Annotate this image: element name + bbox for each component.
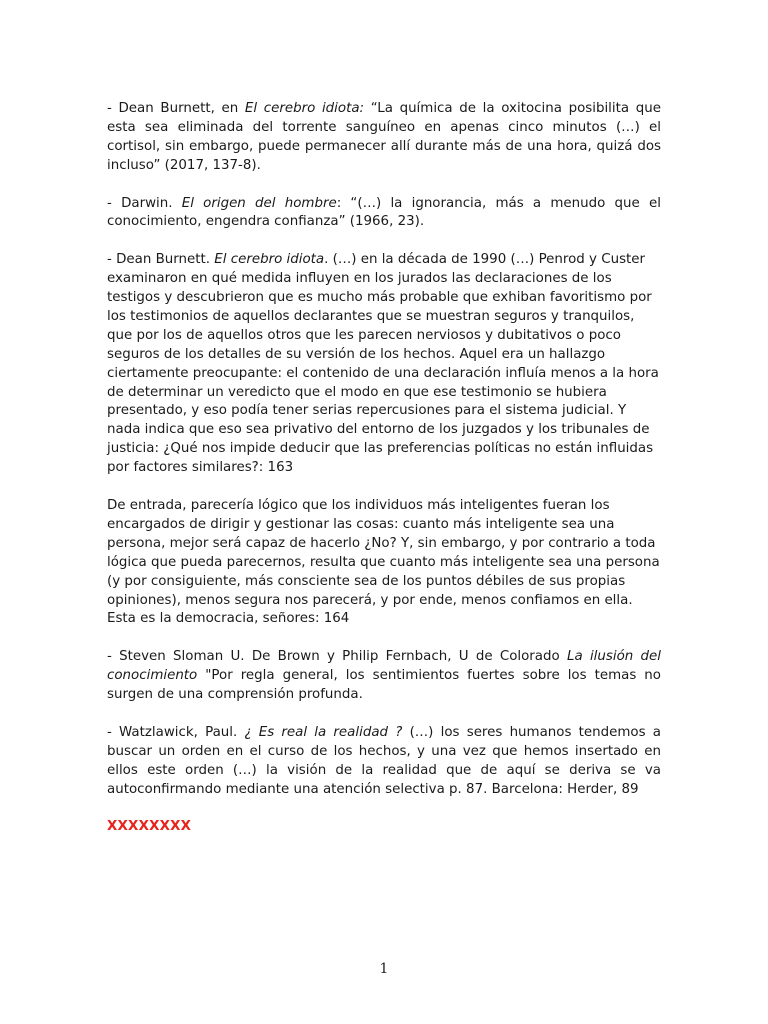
- text-run: - Darwin.: [107, 195, 182, 211]
- document-body: [107, 100, 661, 837]
- quote-paragraph: [107, 648, 661, 705]
- commentary-paragraph: [107, 497, 661, 629]
- text-run: - Dean Burnett, en: [107, 101, 245, 116]
- text-run: - Steven Sloman U. De Brown y Philip Fernbach, U de Colorado: [107, 649, 567, 665]
- text-run: : “(…) la ignorancia, más a menudo que el conocimiento, engendra confianza” (1966, 23).: [107, 195, 661, 230]
- placeholder-marker: XXXXXXXX: [107, 819, 192, 835]
- text-run: - Dean Burnett.: [107, 252, 215, 268]
- text-run: “La química de la oxitocina posibilita que esta sea eliminada del torrente sanguíneo en apenas cinco minutos (…) el cortisol, sin embargo, puede permanecer allí durante más de una hora, quizá dos incluso” (2017, 137-8).: [107, 101, 661, 173]
- work-title: ¿ Es real la realidad ?: [244, 724, 403, 740]
- quote-paragraph: [107, 100, 661, 176]
- quote-paragraph: [107, 251, 661, 478]
- quote-paragraph: [107, 724, 661, 800]
- quote-paragraph: [107, 195, 661, 233]
- work-title: El origen del hombre: [181, 195, 337, 211]
- text-run: "Por regla general, los sentimientos fuertes sobre los temas no surgen de una comprensión profunda.: [107, 668, 661, 703]
- text-run: De entrada, parecería lógico que los individuos más inteligentes fueran los encargados de dirigir y gestionar las cosas: cuanto más inteligente sea una persona, mejor será capaz de hacerlo ¿No? Y, sin embargo, y por contrario a toda lógica que pueda parecernos, resulta que cuanto más inteligente sea una persona (y por consiguiente, más consciente sea de los puntos débiles de sus propias opiniones), menos segura nos parecerá, y por ende, menos confiamos en ella. Esta es la democracia, señores: 164: [107, 497, 660, 627]
- work-title: La ilusión del conocimiento: [107, 649, 661, 684]
- work-title: El cerebro idiota: [214, 252, 325, 268]
- text-run: - Watzlawick, Paul.: [107, 724, 245, 740]
- text-run: . (…) en la década de 1990 (…) Penrod y Custer examinaron en qué medida influyen en los jurados las declaraciones de los testigos y descubrieron que es mucho más probable que exhiban favoritismo por los testimonios de aquellos declarantes que se muestran seguros y tranquilos, que por los de aquellos otros que les parecen nerviosos y dubitativos o poco seguros de los detalles de su versión de los hechos. Aquel era un hallazgo ciertamente preocupante: el contenido de una declaración influía menos a la hora de determinar un veredicto que el modo en que ese testimonio se hubiera presentado, y eso podía tener serias repercusiones para el sistema judicial. Y nada indica que eso sea privativo del entorno de los juzgados y los tribunales de justicia: ¿Qué nos impide deducir que las preferencias políticas no están influidas por factores similares?: 163: [107, 252, 659, 476]
- page-number: 1: [379, 961, 389, 977]
- work-title: El cerebro idiota:: [244, 101, 365, 116]
- text-run: (…) los seres humanos tendemos a buscar un orden en el curso de los hechos, y una vez que hemos insertado en ellos este orden (…) la visión de la realidad que de aquí se deriva se va autoconfirmando mediante una atención selectiva p. 87. Barcelona: Herder, 89: [107, 724, 661, 797]
